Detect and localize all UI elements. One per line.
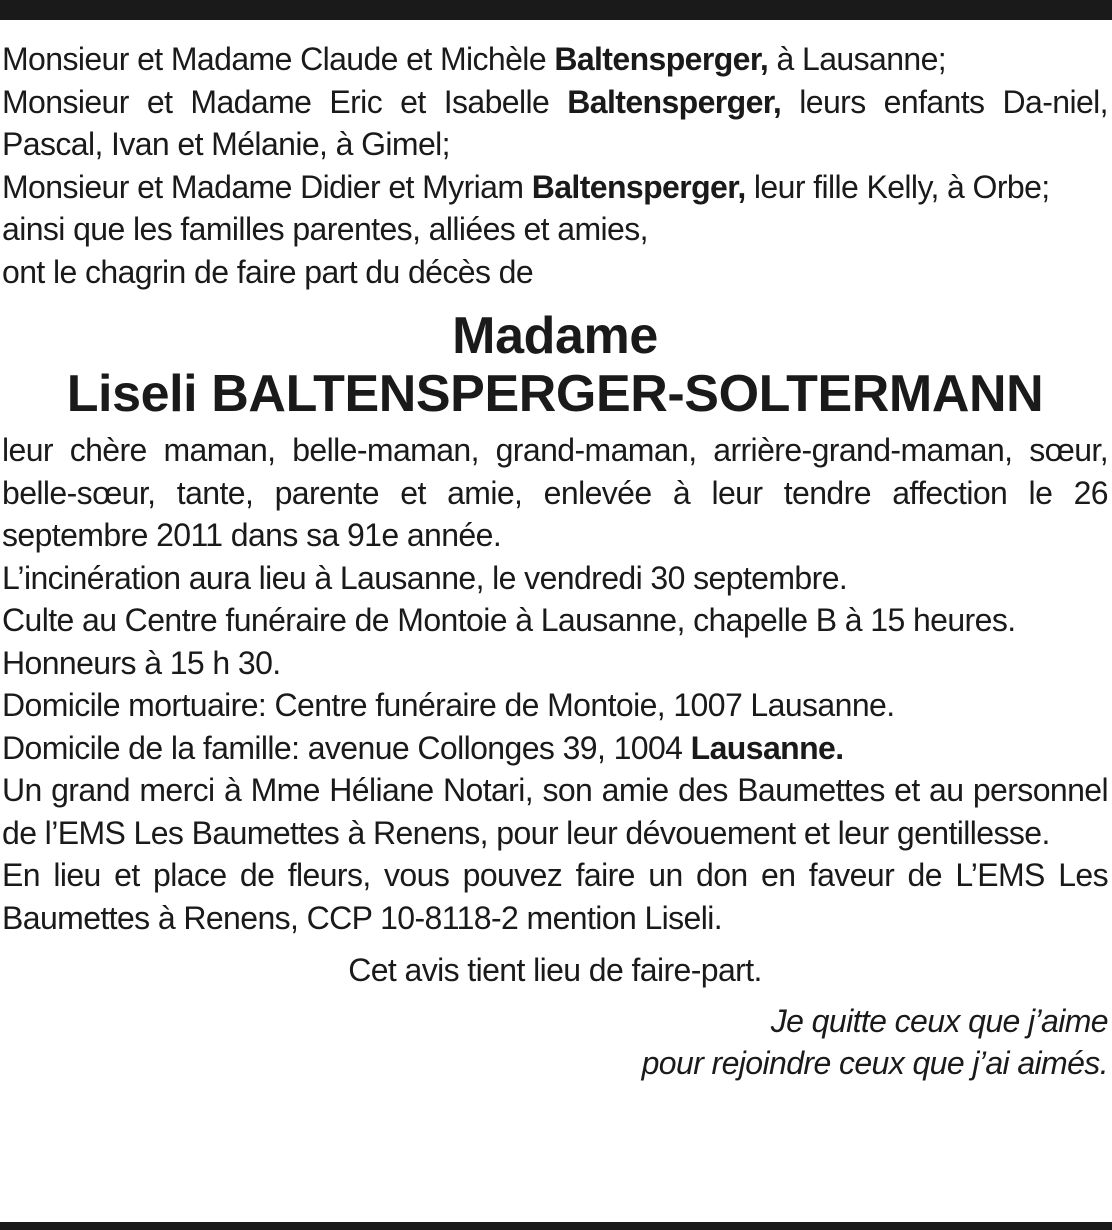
family-home <box>2 727 1108 770</box>
honours-text: Honneurs à 15 h 30. <box>2 644 281 681</box>
family-line-eric-children: leurs enfants Da-niel, Pascal, Ivan et Mélanie, à Gimel; <box>2 83 1108 162</box>
mortuary-text: Domicile mortuaire: Centre funéraire de Montoie, 1007 Lausanne. <box>2 687 895 723</box>
deceased-name-block <box>2 307 1108 423</box>
announcement-intro: ont le chagrin de faire part du décès de <box>2 253 534 290</box>
family-line-eric <box>2 81 1108 166</box>
cremation-text: L’incinération aura lieu à Lausanne, le vendredi 30 septembre. <box>2 559 848 596</box>
bottom-rule <box>0 1222 1112 1230</box>
family-line-claude-place: à Lausanne; <box>776 41 947 77</box>
family-line-didier-children: leur fille Kelly, à Orbe; <box>753 168 1050 205</box>
thanks-text: Un grand merci à Mme Héliane Notari, son amie des Baumettes et au personnel de l’EMS Les Baumettes à Renens, pour leur dévouement et leur gentillesse. <box>2 772 1108 851</box>
quote-line-2: pour rejoindre ceux que j’ai aimés. <box>641 1045 1108 1081</box>
family-line-didier-text: Monsieur et Madame Didier et Myriam <box>2 168 524 205</box>
family-surname: Baltensperger, <box>567 83 782 120</box>
top-rule <box>0 0 1112 20</box>
family-surname: Baltensperger, <box>531 168 746 205</box>
donation-text: En lieu et place de fleurs, vous pouvez faire un don en faveur de L’EMS Les Baumettes à Renens, CCP 10-8118-2 mention Liseli. <box>2 857 1108 936</box>
deceased-name: Liseli BALTENSPERGER-SOLTERMANN <box>66 365 1044 423</box>
deceased-title: Madame <box>452 307 658 365</box>
closing-quote <box>2 1000 1108 1085</box>
quote-line-1: Je quitte ceux que j’aime <box>770 1002 1108 1039</box>
closing-notice: Cet avis tient lieu de faire-part. <box>348 952 762 988</box>
family-line-claude-text: Monsieur et Madame Claude et Michèle <box>2 41 547 77</box>
family-surname: Baltensperger, <box>554 41 769 77</box>
family-home-city: Lausanne. <box>690 729 844 766</box>
family-extended: ainsi que les familles parentes, alliées et amies, <box>2 211 648 247</box>
death-notice <box>2 38 1108 1085</box>
family-line-eric-text: Monsieur et Madame Eric et Isabelle <box>2 83 550 120</box>
service-text: Culte au Centre funéraire de Montoie à Lausanne, chapelle B à 15 heures. <box>2 602 1016 638</box>
family-home-address: Domicile de la famille: avenue Collonges 39, 1004 <box>2 729 683 766</box>
family-line-didier <box>2 166 1108 209</box>
relation-text: leur chère maman, belle-maman, grand-maman, arrière-grand-maman, sœur, belle-sœur, tante, parente et amie, enlevée à leur tendre affection le 26 septembre 2011 dans sa 91e année. <box>2 432 1108 553</box>
family-line-claude <box>2 38 1108 81</box>
